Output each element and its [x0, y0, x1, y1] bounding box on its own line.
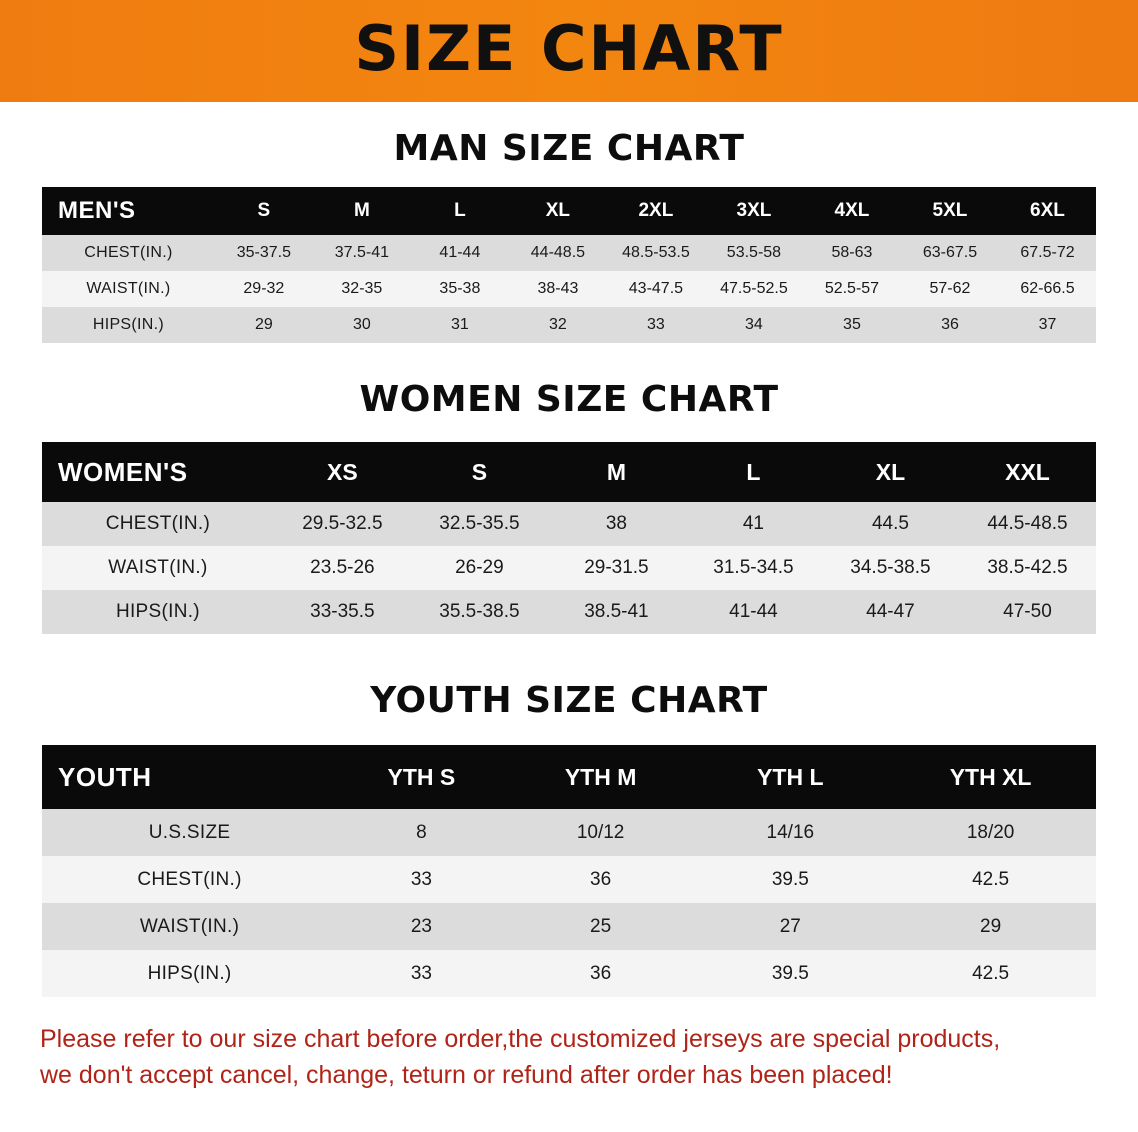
man-cell: 38-43: [509, 271, 607, 307]
man-header-cell: M: [353, 200, 370, 221]
table-row: [42, 809, 1096, 856]
man-cell: 37: [999, 307, 1096, 343]
man-cell: 53.5-58: [705, 235, 803, 271]
youth-cell: 42.5: [885, 856, 1096, 903]
women-cell: 44.5: [822, 502, 959, 546]
women-section-title: WOMEN SIZE CHART: [359, 379, 779, 420]
women-cell: 41: [685, 502, 822, 546]
women-row-label: WAIST(IN.): [42, 546, 274, 590]
man-header-cell: 4XL: [834, 200, 870, 221]
man-cell: 36: [901, 307, 999, 343]
women-cell: 26-29: [411, 546, 548, 590]
man-cell: 35: [803, 307, 901, 343]
youth-table-container: [0, 745, 1138, 997]
women-header-cell: XL: [875, 458, 906, 485]
man-header-cell: 6XL: [1030, 200, 1065, 221]
man-row-label: WAIST(IN.): [42, 271, 215, 307]
women-cell: 34.5-38.5: [822, 546, 959, 590]
women-cell: 38: [548, 502, 685, 546]
youth-cell: 8: [337, 809, 506, 856]
table-row: [42, 235, 1096, 271]
man-cell: 33: [607, 307, 705, 343]
women-cell: 31.5-34.5: [685, 546, 822, 590]
youth-cell: 25: [506, 903, 696, 950]
women-cell: 38.5-42.5: [959, 546, 1096, 590]
man-header-cell: 2XL: [638, 200, 674, 221]
banner: [0, 0, 1138, 102]
women-header-cell: L: [746, 458, 761, 485]
women-cell: 35.5-38.5: [411, 590, 548, 634]
women-cell: 29-31.5: [548, 546, 685, 590]
women-cell: 38.5-41: [548, 590, 685, 634]
man-cell: 43-47.5: [607, 271, 705, 307]
table-header-row: [42, 442, 1096, 502]
youth-section-title: YOUTH SIZE CHART: [370, 680, 768, 721]
youth-row-label: U.S.SIZE: [42, 809, 337, 856]
youth-cell: 18/20: [885, 809, 1096, 856]
youth-cell: 36: [506, 950, 696, 997]
women-header-cell: S: [471, 458, 488, 485]
youth-cell: 33: [337, 950, 506, 997]
table-row: [42, 903, 1096, 950]
table-row: [42, 590, 1096, 634]
youth-cell: 27: [695, 903, 885, 950]
table-row: [42, 950, 1096, 997]
youth-cell: 10/12: [506, 809, 696, 856]
youth-header-cell: YOUTH: [58, 761, 152, 792]
man-cell: 32: [509, 307, 607, 343]
youth-row-label: HIPS(IN.): [42, 950, 337, 997]
table-row: [42, 271, 1096, 307]
man-header-cell: 3XL: [736, 200, 772, 221]
man-cell: 57-62: [901, 271, 999, 307]
youth-size-table: [42, 745, 1096, 997]
man-section-title: MAN SIZE CHART: [393, 128, 745, 169]
women-cell: 44.5-48.5: [959, 502, 1096, 546]
man-header-cell: S: [257, 200, 271, 221]
youth-cell: 14/16: [695, 809, 885, 856]
women-header-cell: XXL: [1005, 458, 1050, 485]
man-row-label: HIPS(IN.): [42, 307, 215, 343]
man-cell: 58-63: [803, 235, 901, 271]
page-title: SIZE CHART: [354, 12, 784, 85]
man-table-container: [0, 187, 1138, 343]
women-cell: 47-50: [959, 590, 1096, 634]
women-cell: 41-44: [685, 590, 822, 634]
table-row: [42, 856, 1096, 903]
women-cell: 23.5-26: [274, 546, 411, 590]
man-cell: 41-44: [411, 235, 509, 271]
youth-cell: 39.5: [695, 950, 885, 997]
youth-row-label: WAIST(IN.): [42, 903, 337, 950]
youth-cell: 29: [885, 903, 1096, 950]
man-cell: 29-32: [215, 271, 313, 307]
women-row-label: HIPS(IN.): [42, 590, 274, 634]
policy-note-line-2: we don't accept cancel, change, teturn or refund after order has been placed!: [40, 1061, 893, 1090]
man-header-cell: MEN'S: [58, 197, 136, 224]
man-cell: 31: [411, 307, 509, 343]
youth-cell: 33: [337, 856, 506, 903]
man-header-cell: 5XL: [932, 200, 968, 221]
youth-header-cell: YTH M: [564, 763, 637, 790]
youth-cell: 39.5: [695, 856, 885, 903]
man-header-cell: XL: [545, 200, 571, 221]
women-row-label: CHEST(IN.): [42, 502, 274, 546]
man-cell: 30: [313, 307, 411, 343]
man-cell: 62-66.5: [999, 271, 1096, 307]
women-cell: 44-47: [822, 590, 959, 634]
table-row: [42, 546, 1096, 590]
man-cell: 67.5-72: [999, 235, 1096, 271]
table-header-row: [42, 187, 1096, 235]
man-cell: 35-38: [411, 271, 509, 307]
women-table-container: [0, 442, 1138, 634]
man-cell: 63-67.5: [901, 235, 999, 271]
man-size-table: [42, 187, 1096, 343]
man-cell: 34: [705, 307, 803, 343]
youth-row-label: CHEST(IN.): [42, 856, 337, 903]
women-header-cell: XS: [327, 458, 358, 485]
youth-header-cell: YTH S: [387, 763, 456, 790]
man-cell: 47.5-52.5: [705, 271, 803, 307]
man-cell: 32-35: [313, 271, 411, 307]
policy-note-line-1: Please refer to our size chart before order,the customized jerseys are special products,: [40, 1025, 1001, 1053]
man-cell: 37.5-41: [313, 235, 411, 271]
women-cell: 33-35.5: [274, 590, 411, 634]
youth-cell: 36: [506, 856, 696, 903]
man-cell: 52.5-57: [803, 271, 901, 307]
women-cell: 29.5-32.5: [274, 502, 411, 546]
youth-header-cell: YTH L: [757, 763, 824, 790]
table-row: [42, 307, 1096, 343]
table-row: [42, 502, 1096, 546]
policy-note: [40, 1021, 1098, 1094]
women-header-cell: WOMEN'S: [58, 456, 188, 487]
man-cell: 48.5-53.5: [607, 235, 705, 271]
man-cell: 44-48.5: [509, 235, 607, 271]
man-row-label: CHEST(IN.): [42, 235, 215, 271]
table-header-row: [42, 745, 1096, 809]
youth-cell: 23: [337, 903, 506, 950]
man-header-cell: L: [454, 200, 466, 221]
youth-cell: 42.5: [885, 950, 1096, 997]
youth-header-cell: YTH XL: [949, 763, 1032, 790]
women-cell: 32.5-35.5: [411, 502, 548, 546]
women-header-cell: M: [606, 458, 626, 485]
man-cell: 29: [215, 307, 313, 343]
women-size-table: [42, 442, 1096, 634]
man-cell: 35-37.5: [215, 235, 313, 271]
